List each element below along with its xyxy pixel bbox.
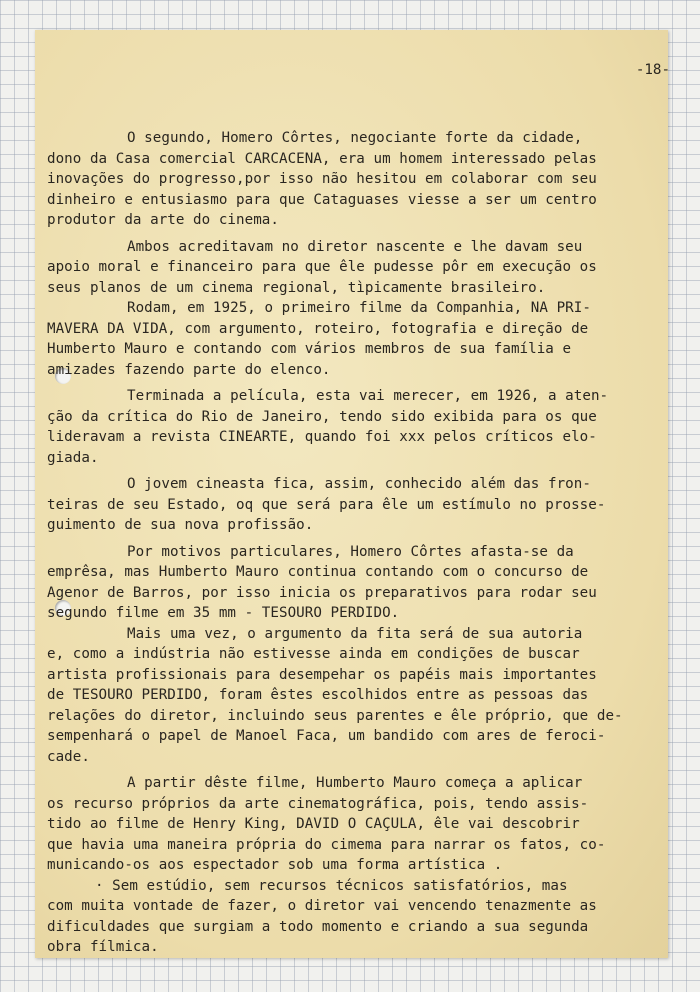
text-line: emprêsa, mas Humberto Mauro continua contando com o concurso de — [47, 564, 589, 580]
paragraph — [47, 624, 647, 768]
text-line: · Sem estúdio, sem recursos técnicos satisfatórios, mas — [95, 877, 568, 894]
text-line: lideravam a revista CINEARTE, quando foi xxx pelos críticos elo- — [47, 429, 597, 445]
text-line: relações do diretor, incluindo seus parentes e êle próprio, que de- — [47, 707, 623, 724]
text-line: produtor da arte do cinema. — [47, 212, 279, 228]
text-line: giada. — [47, 449, 99, 466]
text-line: guimento de sua nova profissão. — [47, 517, 314, 533]
text-line: Terminada a película, esta vai merecer, em 1926, a aten- — [127, 388, 609, 404]
text-line: Mais uma vez, o argumento da fita será de sua autoria — [127, 625, 583, 642]
text-line: Por motivos particulares, Homero Côrtes afasta-se da — [127, 543, 574, 560]
body-text — [47, 128, 647, 958]
text-line: seus planos de um cinema regional, tìpicamente brasileiro. — [47, 279, 546, 296]
text-line: Rodam, em 1925, o primeiro filme da Companhia, NA PRI- — [127, 300, 591, 316]
text-line: inovações do progresso,por isso não hesitou em colaborar com seu — [47, 171, 597, 187]
text-line: de TESOURO PERDIDO, foram êstes escolhidos entre as pessoas das — [47, 687, 589, 703]
text-line: Agenor de Barros, por isso inicia os preparativos para rodar seu — [47, 584, 597, 601]
text-line: ção da crítica do Rio de Janeiro, tendo sido exibida para os que — [47, 408, 597, 425]
paragraph — [47, 773, 647, 876]
text-line: dinheiro e entusiasmo para que Cataguases viesse a ser um centro — [47, 191, 597, 208]
text-line: A partir dêste filme, Humberto Mauro começa a aplicar — [127, 775, 583, 791]
text-line: Humberto Mauro e contando com vários membros de sua família e — [47, 341, 572, 357]
text-line: segundo filme em 35 mm - TESOURO PERDIDO. — [47, 605, 400, 621]
text-line: O segundo, Homero Côrtes, negociante forte da cidade, — [127, 130, 583, 146]
text-line: dono da Casa comercial CARCACENA, era um homem interessado pelas — [47, 150, 597, 167]
text-line: amizades fazendo parte do elenco. — [47, 361, 331, 378]
text-line: sempenhará o papel de Manoel Faca, um bandido com ares de feroci- — [47, 728, 606, 744]
text-line: tido ao filme de Henry King, DAVID O CAÇULA, êle vai descobrir — [47, 816, 580, 832]
text-line: teiras de seu Estado, oq que será para êle um estímulo no prosse- — [47, 496, 606, 513]
text-line: apoio moral e financeiro para que êle pudesse pôr em execução os — [47, 259, 597, 275]
paragraph — [47, 474, 647, 536]
text-line: dificuldades que surgiam a todo momento e criando a sua segunda — [47, 918, 589, 935]
page-number: -18- — [635, 62, 670, 78]
paragraph — [47, 876, 647, 958]
text-line: com muita vontade de fazer, o diretor vai vencendo tenazmente as — [47, 898, 597, 914]
text-line: cade. — [47, 748, 90, 765]
paragraph — [47, 128, 647, 231]
paragraph — [47, 386, 647, 468]
paragraph — [47, 542, 647, 624]
text-line: que havia uma maneira própria do cimema para narrar os fatos, co- — [47, 836, 606, 853]
text-line: artista profissionais para desempehar os papéis mais importantes — [47, 666, 597, 683]
text-line: Ambos acreditavam no diretor nascente e lhe davam seu — [127, 238, 583, 255]
text-line: obra fílmica. — [47, 939, 159, 955]
text-line: municando-os aos espectador sob uma forma artística . — [47, 857, 503, 873]
text-line: e, como a indústria não estivesse ainda em condições de buscar — [47, 646, 580, 662]
text-line: os recurso próprios da arte cinematográfica, pois, tendo assis- — [47, 795, 589, 812]
text-line: O jovem cineasta fica, assim, conhecido além das fron- — [127, 476, 591, 492]
text-line: MAVERA DA VIDA, com argumento, roteiro, fotografia e direção de — [47, 320, 589, 337]
paragraph — [47, 298, 647, 380]
paragraph — [47, 237, 647, 299]
